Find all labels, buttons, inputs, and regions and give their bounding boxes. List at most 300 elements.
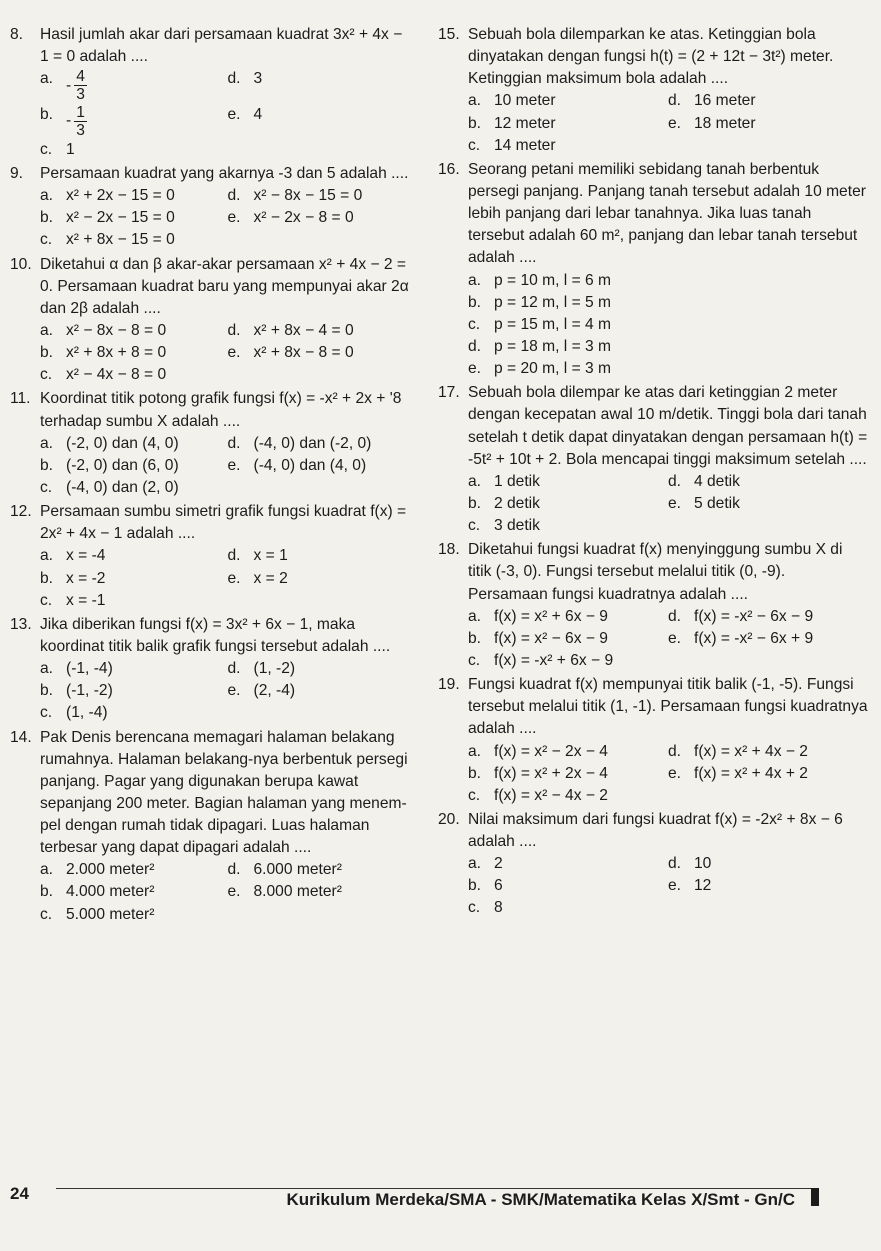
right-column (438, 24, 868, 922)
answer-option (228, 433, 416, 455)
option-letter: b. (40, 883, 54, 901)
answer-option (40, 680, 228, 702)
question-text: Pak Denis berencana memagari halaman belakang rumahnya. Halaman belakang-nya berbentuk persegi panjang. Pagar yang digunakan berupa kawat sepanjang 200 meter. Bagian halaman yang menem-pel dengan rumah tidak dipagari. Luas halaman terbesar yang dapat dipagari adalah .... (40, 728, 408, 857)
answer-option (668, 763, 868, 785)
answer-option (468, 741, 668, 763)
answer-option (668, 471, 868, 493)
option-row (468, 135, 868, 157)
question-text: Diketahui α dan β akar-akar persamaan x² + 4x − 2 = 0. Persamaan kuadrat baru yang mempunyai akar 2α dan 2β adalah .... (40, 255, 409, 317)
answer-option (228, 455, 416, 477)
answer-options (40, 859, 415, 925)
option-value (66, 104, 89, 139)
fraction-denominator: 3 (76, 86, 85, 104)
answer-option (40, 545, 228, 567)
answer-option (468, 763, 668, 785)
option-row (468, 650, 868, 672)
option-letter: c. (468, 651, 481, 669)
answer-option (468, 606, 668, 628)
option-value: x = -4 (66, 547, 106, 565)
option-letter: e. (668, 877, 682, 895)
option-row (468, 853, 868, 875)
footer-title: Kurikulum Merdeka/SMA - SMK/Matematika Kelas X/Smt - Gn/C (286, 1190, 795, 1209)
option-letter: c. (468, 517, 481, 535)
option-letter: a. (468, 855, 482, 873)
question-number: 8. (10, 26, 24, 43)
option-letter: d. (227, 547, 241, 565)
option-value: x² − 4x − 8 = 0 (66, 366, 167, 384)
option-letter: c. (40, 231, 53, 249)
option-letter: b. (468, 877, 482, 895)
question-16 (438, 159, 868, 380)
option-value: x² + 2x − 15 = 0 (66, 187, 175, 205)
option-row (468, 763, 868, 785)
option-row (468, 90, 868, 112)
answer-option (228, 104, 416, 139)
option-letter: e. (668, 629, 682, 647)
fraction (74, 104, 87, 139)
option-row (468, 897, 868, 919)
option-value: 1 (66, 140, 75, 158)
option-letter: b. (40, 682, 54, 700)
option-row (40, 680, 415, 702)
option-value (66, 68, 89, 103)
question-text: Sebuah bola dilemparkan ke atas. Ketinggian bola dinyatakan dengan fungsi h(t) = (2 + 12t − 3t²) meter. Ketinggian maksimum bola adalah .... (468, 26, 834, 88)
option-letter: d. (468, 337, 482, 355)
option-letter: d. (668, 742, 682, 760)
option-value: p = 10 m, l = 6 m (494, 271, 612, 289)
option-value: f(x) = x² − 2x − 4 (494, 742, 608, 760)
option-value: f(x) = x² + 6x − 9 (494, 607, 608, 625)
option-letter: c. (468, 899, 481, 917)
option-row (40, 104, 415, 139)
answer-options (40, 658, 415, 724)
question-10 (10, 254, 415, 387)
option-letter: d. (227, 70, 241, 88)
option-letter: b. (468, 764, 482, 782)
option-value: 10 meter (494, 92, 556, 110)
option-value: 8.000 meter² (253, 883, 342, 901)
answer-option (468, 358, 868, 380)
option-letter: a. (468, 742, 482, 760)
option-value: f(x) = x² + 4x − 2 (694, 742, 808, 760)
question-text: Diketahui fungsi kuadrat f(x) menyinggung sumbu X di titik (-3, 0). Fungsi tersebut melalui titik (0, -9). Persamaan fungsi kuadratnya adalah .... (468, 541, 843, 603)
option-value: 1 detik (494, 472, 540, 490)
question-number: 17. (438, 384, 460, 402)
answer-option (40, 320, 228, 342)
option-value: 2.000 meter² (66, 861, 155, 879)
answer-option (40, 658, 228, 680)
option-letter: c. (40, 704, 53, 722)
option-letter: d. (227, 321, 241, 339)
option-letter: b. (40, 569, 54, 587)
question-stem (438, 382, 868, 471)
answer-options (468, 606, 868, 672)
option-value: (-4, 0) dan (-2, 0) (253, 434, 372, 452)
question-17 (438, 382, 868, 537)
answer-option (228, 568, 416, 590)
option-letter: c. (40, 366, 53, 384)
answer-option (40, 455, 228, 477)
option-value: x² − 2x − 15 = 0 (66, 209, 175, 227)
option-letter: e. (227, 344, 241, 362)
option-letter: e. (227, 883, 241, 901)
answer-options (40, 320, 415, 386)
option-row (40, 68, 415, 103)
question-13 (10, 614, 415, 725)
option-value: x = -2 (66, 569, 106, 587)
option-letter: b. (40, 105, 54, 123)
option-row (40, 364, 415, 386)
option-value: x² − 8x − 15 = 0 (253, 187, 363, 205)
option-value: (-4, 0) dan (2, 0) (66, 478, 179, 496)
question-text: Persamaan kuadrat yang akarnya -3 dan 5 adalah .... (40, 164, 409, 182)
option-letter: a. (468, 607, 482, 625)
page-footer (0, 1168, 881, 1228)
option-value: 12 meter (494, 114, 556, 132)
answer-option (468, 628, 668, 650)
option-letter: c. (40, 591, 53, 609)
answer-options (468, 853, 868, 919)
option-row (468, 471, 868, 493)
option-value: p = 15 m, l = 4 m (494, 315, 612, 333)
footer-divider (56, 1188, 811, 1189)
question-text: Seorang petani memiliki sebidang tanah berbentuk persegi panjang. Panjang tanah tersebut adalah 10 meter lebih panjang dari lebar tanahnya. Jika luas tanah tersebut adalah 60 m², panjang dan lebar tanah tersebut adalah .... (468, 160, 866, 267)
answer-option (668, 628, 868, 650)
option-letter: b. (468, 629, 482, 647)
option-letter: d. (227, 861, 241, 879)
answer-option (668, 853, 868, 875)
option-letter: b. (40, 344, 54, 362)
option-letter: e. (227, 682, 241, 700)
option-letter: c. (468, 786, 481, 804)
option-value: x² − 2x − 8 = 0 (253, 209, 354, 227)
answer-option (468, 875, 668, 897)
answer-option (228, 342, 416, 364)
option-row (40, 702, 415, 724)
answer-option (468, 493, 668, 515)
question-text: Sebuah bola dilempar ke atas dari ketinggian 2 meter dengan kecepatan awal 10 m/detik. Tinggi bola dari tanah setelah t detik dapat dinyatakan dengan persamaan h(t) = -5t² + 10t + 2. Bola mencapai tinggi maksimum setelah .... (468, 384, 868, 468)
option-value: (-4, 0) dan (4, 0) (253, 456, 367, 474)
option-letter: e. (668, 114, 682, 132)
option-value: p = 20 m, l = 3 m (494, 360, 612, 378)
option-value: (2, -4) (253, 682, 296, 700)
answer-option (40, 207, 228, 229)
question-stem (438, 674, 868, 740)
question-stem (10, 388, 415, 432)
option-value: x = 2 (253, 569, 288, 587)
answer-option (40, 904, 415, 926)
option-value: x² + 8x − 8 = 0 (253, 344, 354, 362)
option-letter: d. (668, 472, 682, 490)
option-value: (1, -4) (66, 704, 108, 722)
option-value: 10 (694, 855, 712, 873)
option-value: 2 detik (494, 494, 540, 512)
answer-option (228, 320, 416, 342)
option-value: (-1, -4) (66, 660, 113, 678)
question-number: 13. (10, 615, 32, 633)
option-value: (1, -2) (253, 660, 296, 678)
option-value: x² + 8x − 4 = 0 (253, 321, 354, 339)
question-number: 14. (10, 728, 32, 746)
option-sign: - (66, 77, 72, 95)
answer-option (40, 568, 228, 590)
option-row (40, 881, 415, 903)
option-value: 4.000 meter² (66, 883, 155, 901)
option-row (40, 568, 415, 590)
answer-options (468, 270, 868, 381)
option-value: x² + 8x − 15 = 0 (66, 231, 175, 249)
answer-option (468, 90, 668, 112)
answer-option (668, 875, 868, 897)
answer-option (228, 185, 416, 207)
answer-option (228, 545, 416, 567)
answer-option (40, 139, 415, 161)
option-value: 2 (494, 855, 503, 873)
answer-options (40, 185, 415, 251)
option-letter: a. (468, 92, 482, 110)
question-stem (10, 163, 415, 185)
answer-options (40, 433, 415, 499)
option-letter: e. (227, 105, 241, 123)
left-column (10, 24, 415, 928)
answer-option (40, 881, 228, 903)
option-letter: a. (40, 660, 54, 678)
option-value: x = 1 (253, 547, 288, 565)
question-20 (438, 809, 868, 920)
option-value: f(x) = x² + 2x − 4 (494, 764, 608, 782)
option-row (468, 785, 868, 807)
question-stem (438, 809, 868, 853)
option-value: x² + 8x + 8 = 0 (66, 344, 167, 362)
answer-options (40, 545, 415, 611)
option-value: (-2, 0) dan (4, 0) (66, 434, 179, 452)
answer-option (228, 68, 416, 103)
option-value: f(x) = -x² − 6x + 9 (694, 629, 814, 647)
option-letter: e. (668, 764, 682, 782)
option-row (40, 433, 415, 455)
option-letter: c. (468, 315, 481, 333)
option-letter: c. (40, 140, 53, 158)
question-number: 9. (10, 164, 24, 182)
option-value: (-1, -2) (66, 682, 113, 700)
option-value: (-2, 0) dan (6, 0) (66, 456, 179, 474)
option-letter: d. (227, 660, 241, 678)
question-number: 18. (438, 541, 460, 559)
option-row (468, 606, 868, 628)
answer-option (228, 881, 416, 903)
option-letter: c. (40, 478, 53, 496)
option-value: 5.000 meter² (66, 905, 155, 923)
option-value: x² − 8x − 8 = 0 (66, 321, 167, 339)
option-row (468, 493, 868, 515)
question-11 (10, 388, 415, 499)
option-letter: e. (468, 360, 482, 378)
question-15 (438, 24, 868, 157)
answer-option (40, 342, 228, 364)
option-value: p = 18 m, l = 3 m (494, 337, 612, 355)
question-stem (10, 727, 415, 860)
option-row (468, 515, 868, 537)
option-row (40, 185, 415, 207)
answer-option (40, 859, 228, 881)
option-row (468, 628, 868, 650)
option-row (40, 859, 415, 881)
option-letter: e. (227, 456, 241, 474)
question-18 (438, 539, 868, 672)
option-value: p = 12 m, l = 5 m (494, 293, 612, 311)
option-letter: a. (40, 434, 54, 452)
answer-option (40, 702, 415, 724)
answer-option (668, 741, 868, 763)
option-letter: a. (468, 472, 482, 490)
option-row (40, 207, 415, 229)
question-number: 12. (10, 503, 32, 521)
option-row (40, 342, 415, 364)
option-value: 14 meter (494, 136, 556, 154)
fraction (74, 68, 87, 103)
answer-option (468, 471, 668, 493)
answer-option (668, 90, 868, 112)
answer-option (40, 477, 415, 499)
option-letter: a. (40, 321, 54, 339)
question-number: 11. (10, 390, 31, 408)
option-letter: a. (40, 861, 54, 879)
question-number: 10. (10, 255, 32, 273)
option-letter: b. (468, 494, 482, 512)
fraction-numerator: 4 (76, 68, 85, 86)
answer-option (40, 433, 228, 455)
question-12 (10, 501, 415, 612)
option-letter: d. (668, 855, 682, 873)
question-text: Nilai maksimum dari fungsi kuadrat f(x) = -2x² + 8x − 6 adalah .... (468, 810, 843, 851)
answer-option (668, 606, 868, 628)
option-value: 4 detik (694, 472, 740, 490)
answer-option (228, 207, 416, 229)
answer-option (468, 785, 868, 807)
answer-option (468, 314, 868, 336)
question-text: Fungsi kuadrat f(x) mempunyai titik balik (-1, -5). Fungsi tersebut melalui titik (1, -1). Persamaan fungsi kuadratnya adalah .... (468, 676, 868, 738)
option-row (468, 741, 868, 763)
answer-option (40, 229, 415, 251)
option-row (40, 545, 415, 567)
option-value: f(x) = x² + 4x + 2 (694, 764, 808, 782)
option-value: 3 detik (494, 517, 540, 535)
question-text: Jika diberikan fungsi f(x) = 3x² + 6x − 1, maka koordinat titik balik grafik fungsi tersebut adalah .... (40, 615, 391, 655)
option-row (40, 590, 415, 612)
question-number: 15. (438, 26, 460, 43)
question-number: 16. (438, 160, 460, 178)
fraction-numerator: 1 (76, 103, 85, 121)
option-letter: c. (40, 905, 53, 923)
question-text: Koordinat titik potong grafik fungsi f(x) = -x² + 2x + '8 terhadap sumbu X adalah .... (40, 390, 402, 430)
answer-option (468, 336, 868, 358)
answer-option (668, 113, 868, 135)
option-row (40, 139, 415, 161)
option-letter: d. (668, 607, 682, 625)
option-value: 8 (494, 899, 503, 917)
question-stem (10, 254, 415, 320)
answer-option (228, 680, 416, 702)
option-value: 6.000 meter² (253, 861, 342, 879)
option-row (40, 229, 415, 251)
question-number: 20. (438, 810, 460, 828)
answer-option (468, 853, 668, 875)
option-letter: a. (40, 547, 54, 565)
option-letter: e. (227, 209, 241, 227)
question-stem (10, 614, 415, 658)
option-row (468, 113, 868, 135)
answer-option (40, 68, 228, 103)
option-letter: e. (668, 494, 682, 512)
question-19 (438, 674, 868, 807)
answer-option (228, 658, 416, 680)
answer-option (468, 897, 868, 919)
answer-option (468, 113, 668, 135)
answer-option (40, 364, 415, 386)
option-value: 6 (494, 877, 503, 895)
answer-option (468, 650, 868, 672)
option-letter: d. (227, 187, 241, 205)
answer-option (468, 135, 868, 157)
footer-marker (811, 1188, 819, 1206)
answer-options (468, 90, 868, 156)
fraction-denominator: 3 (76, 121, 85, 139)
answer-option (468, 515, 868, 537)
option-letter: d. (227, 434, 241, 452)
answer-options (468, 741, 868, 807)
option-value: 3 (253, 70, 263, 88)
option-row (40, 477, 415, 499)
answer-options (40, 68, 415, 161)
question-stem (10, 24, 415, 68)
option-letter: e. (227, 569, 241, 587)
option-value: f(x) = -x² − 6x − 9 (694, 607, 814, 625)
option-letter: c. (468, 136, 481, 154)
question-stem (438, 539, 868, 605)
option-letter: a. (468, 271, 482, 289)
option-letter: a. (40, 187, 54, 205)
question-text: Persamaan sumbu simetri grafik fungsi kuadrat f(x) = 2x² + 4x − 1 adalah .... (40, 503, 407, 543)
option-letter: b. (40, 209, 54, 227)
option-value: 18 meter (694, 114, 756, 132)
question-stem (438, 159, 868, 270)
option-row (40, 455, 415, 477)
question-number: 19. (438, 676, 460, 694)
question-9 (10, 163, 415, 252)
option-letter: d. (668, 92, 682, 110)
answer-option (40, 590, 415, 612)
question-stem (10, 501, 415, 545)
question-stem (438, 24, 868, 90)
question-8 (10, 24, 415, 161)
option-value: f(x) = -x² + 6x − 9 (494, 651, 614, 669)
option-value: 12 (694, 877, 712, 895)
option-value: f(x) = x² − 4x − 2 (494, 786, 608, 804)
option-row (40, 658, 415, 680)
answer-option (40, 104, 228, 139)
option-value: x = -1 (66, 591, 106, 609)
option-value: 4 (253, 105, 263, 123)
option-row (40, 320, 415, 342)
option-letter: b. (40, 456, 54, 474)
answer-option (228, 859, 416, 881)
question-14 (10, 727, 415, 926)
option-row (468, 875, 868, 897)
answer-option (468, 270, 868, 292)
option-letter: b. (468, 114, 482, 132)
option-value: 5 detik (694, 494, 740, 512)
option-letter: b. (468, 293, 482, 311)
